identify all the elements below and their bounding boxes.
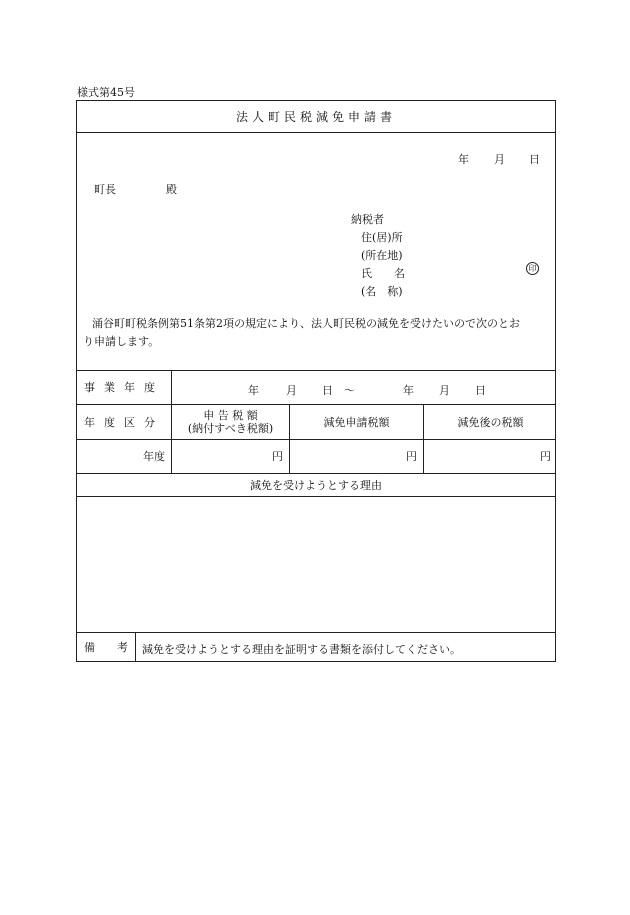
remarks-text: 減免を受けようとする理由を証明する書類を添付してください。 <box>142 643 461 656</box>
tax-after-header: 減免後の税額 <box>457 415 524 429</box>
date-year: 年 <box>458 153 469 166</box>
address-label: 住(居)所 <box>361 231 403 244</box>
reason-heading: 減免を受けようとする理由 <box>250 478 382 492</box>
period-end-year: 年 <box>403 384 414 397</box>
addressee-honorific: 殿 <box>166 183 177 196</box>
addressee-office: 町長 <box>94 183 116 196</box>
period-start-month: 月 <box>286 384 297 397</box>
reduction-requested-header: 減免申請税額 <box>323 415 390 429</box>
form-number: 様式第45号 <box>77 86 135 99</box>
declared-tax-label: 申 告 税 額 <box>203 409 258 422</box>
tax-after-cell[interactable]: 円 <box>540 450 551 463</box>
application-form <box>76 100 556 662</box>
remarks-label: 備 考 <box>84 641 128 654</box>
business-year-label: 事業年度 <box>84 381 164 394</box>
period-start-day: 日 <box>322 384 333 397</box>
taxpayer-heading: 納税者 <box>351 213 384 226</box>
declared-tax-header <box>172 405 289 439</box>
period-tilde: ～ <box>344 384 355 397</box>
reason-text-area[interactable] <box>77 497 555 632</box>
form-title: 法人町民税減免申請書 <box>77 101 555 133</box>
declared-tax-sub-label: (納付すべき税額) <box>187 422 274 435</box>
reduction-requested-cell[interactable]: 円 <box>406 450 417 463</box>
period-end-day: 日 <box>475 384 486 397</box>
fiscal-class-label: 年度区分 <box>84 415 164 429</box>
application-text-line1: 涌谷町町税条例第51条第2項の規定により、法人町民税の減免を受けたいので次のとお <box>92 317 520 330</box>
fiscal-year-cell[interactable]: 年度 <box>143 450 165 463</box>
application-text-line2: り申請します。 <box>83 335 160 348</box>
period-start-year: 年 <box>248 384 259 397</box>
date-day: 日 <box>529 153 540 166</box>
date-month: 月 <box>494 153 505 166</box>
location-label: (所在地) <box>361 249 403 262</box>
period-end-month: 月 <box>439 384 450 397</box>
declared-tax-cell[interactable]: 円 <box>272 450 283 463</box>
seal-mark-icon: 印 <box>526 262 539 275</box>
name-label: 氏 名 <box>361 267 405 280</box>
corp-name-label: (名 称) <box>361 285 403 298</box>
